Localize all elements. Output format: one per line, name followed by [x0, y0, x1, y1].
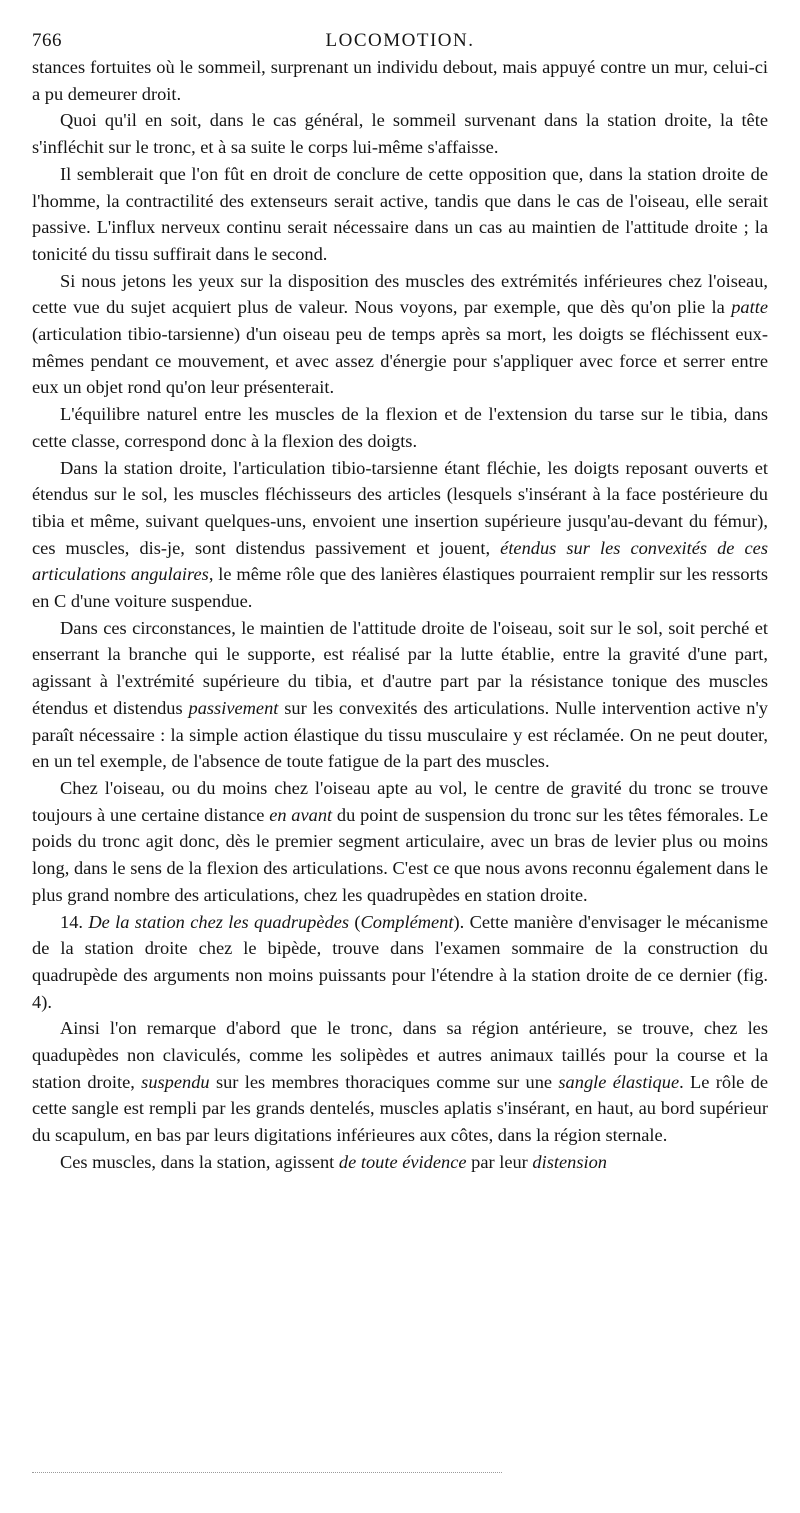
text-run: . Le rôle de cette sangle est rempli par les grands dentelés, muscles aplatis s'insérant, en haut, au bord supérieur du scapulum, en bas par leurs digitations inférieures aux côtes, dans la région sternale.: [32, 1071, 769, 1146]
text-run: stances fortuites où le sommeil, surprenant un individu debout, mais appuyé contre un mur, celui-ci a pu demeurer droit.: [32, 57, 768, 104]
paragraph-continuation: [32, 54, 768, 107]
page-number: 766: [32, 30, 62, 51]
body-text: [32, 54, 768, 1176]
italic-term: suspendu: [141, 1071, 210, 1092]
paragraph: [32, 401, 768, 454]
paragraph: [32, 775, 768, 909]
italic-term: distension: [532, 1151, 607, 1172]
text-run: sur les membres thoraciques comme sur une: [209, 1071, 559, 1092]
paragraph: [32, 107, 768, 160]
paragraph: [32, 268, 768, 402]
paragraph: [32, 1015, 768, 1149]
text-run: sur les convexités des articulations. Nulle intervention active n'y paraît nécessaire : la simple action élastique du tissu musculaire y est réclamée. On ne peut douter, en un tel exemple, de l'absence de toute fatigue de la part des muscles.: [32, 697, 768, 772]
italic-term: sangle élastique: [558, 1071, 680, 1092]
text-run: Chez l'oiseau, ou du moins chez l'oiseau apte au vol, le centre de gravité du tronc se trouve toujours à une certaine distance: [32, 777, 768, 825]
paragraph: [32, 615, 768, 775]
section-subtitle: Complément: [360, 911, 454, 932]
italic-term: passivement: [188, 697, 279, 718]
running-head: LOCOMOTION.: [325, 30, 475, 51]
italic-term: patte: [731, 297, 768, 318]
book-page: [32, 24, 768, 1176]
paragraph: [32, 1149, 768, 1176]
italic-phrase: de toute évidence: [338, 1151, 467, 1172]
text-run: Dans ces circonstances, le maintien de l'attitude droite de l'oiseau, soit sur le sol, soit perché et enserrant la branche qui le supporte, est réalisé par la lutte établie, entre la gravité d'une part, agissant à l'extrémité supérieure du tibia, et d'autre part par la résistance tonique des muscles étendus et distendus: [32, 617, 768, 718]
text-run: Dans la station droite, l'articulation tibio-tarsienne étant fléchie, les doigts reposant ouverts et étendus sur le sol, les muscles fléchisseurs des articles (lesquels s'insérant à la face postérieure du tibia et même, suivant quelques-uns, envoient une insertion supérieure jusqu'au-devant du fémur), ces muscles, dis-je, sont distendus passivement et jouent,: [32, 457, 768, 558]
italic-phrase: étendus sur les convexités de ces articulations angulaires: [32, 537, 768, 585]
scan-bottom-mark: [32, 1472, 502, 1475]
text-run: Ces muscles, dans la station, agissent: [60, 1151, 339, 1172]
paragraph: [32, 161, 768, 268]
text-run: (articulation tibio-tarsienne) d'un oiseau peu de temps après sa mort, les doigts se fléchissent eux-mêmes pendant ce mouvement, et avec assez d'énergie pour s'appliquer avec force et serrer entre eux un objet rond qu'on leur présenterait.: [32, 324, 768, 398]
text-run: du point de suspension du tronc sur les têtes fémorales. Le poids du tronc agit donc, dès le premier segment articulaire, avec un bras de levier plus ou moins long, dans le sens de la flexion des articulations. C'est ce que nous avons reconnu également dans le plus grand nombre des articulations, chez les quadrupèdes en station droite.: [32, 804, 768, 905]
section-title: De la station chez les quadrupèdes: [88, 911, 350, 932]
paragraph: [32, 455, 768, 615]
text-run: (: [349, 911, 361, 932]
page-header: [32, 24, 768, 54]
text-run: ). Cette manière d'envisager le mécanisme de la station droite chez le bipède, trouve dans l'examen sommaire de la construction du quadrupède des arguments non moins puissants pour l'étendre à la station droite de ce dernier (fig. 4).: [32, 911, 768, 1012]
text-run: Ainsi l'on remarque d'abord que le tronc, dans sa région antérieure, se trouve, chez les quadupèdes non claviculés, comme les solipèdes et autres animaux taillés pour la course et la station droite,: [32, 1018, 768, 1092]
text-run: par leur: [466, 1151, 533, 1172]
text-run: Quoi qu'il en soit, dans le cas général, le sommeil survenant dans la station droite, la tête s'infléchit sur le tronc, et à sa suite le corps lui-même s'affaisse.: [32, 110, 768, 158]
italic-term: en avant: [269, 804, 333, 825]
text-run: Si nous jetons les yeux sur la disposition des muscles des extrémités inférieures chez l'oiseau, cette vue du sujet acquiert plus de valeur. Nous voyons, par exemple, que dès qu'on plie la: [32, 270, 768, 318]
text-run: L'équilibre naturel entre les muscles de la flexion et de l'extension du tarse sur le tibia, dans cette classe, correspond donc à la flexion des doigts.: [32, 404, 768, 451]
section-paragraph: [32, 909, 768, 1016]
text-run: Il semblerait que l'on fût en droit de conclure de cette opposition que, dans la station droite de l'homme, la contractilité des extenseurs serait active, tandis que dans le cas de l'oiseau, elle serait passive. L'influx nerveux continu serait nécessaire dans un cas au maintien de l'attitude droite ; la tonicité du tissu suffirait dans le second.: [32, 163, 768, 264]
text-run: , le même rôle que des lanières élastiques pourraient remplir sur les ressorts en C d'une voiture suspendue.: [32, 564, 768, 612]
section-number: 14.: [60, 911, 89, 932]
